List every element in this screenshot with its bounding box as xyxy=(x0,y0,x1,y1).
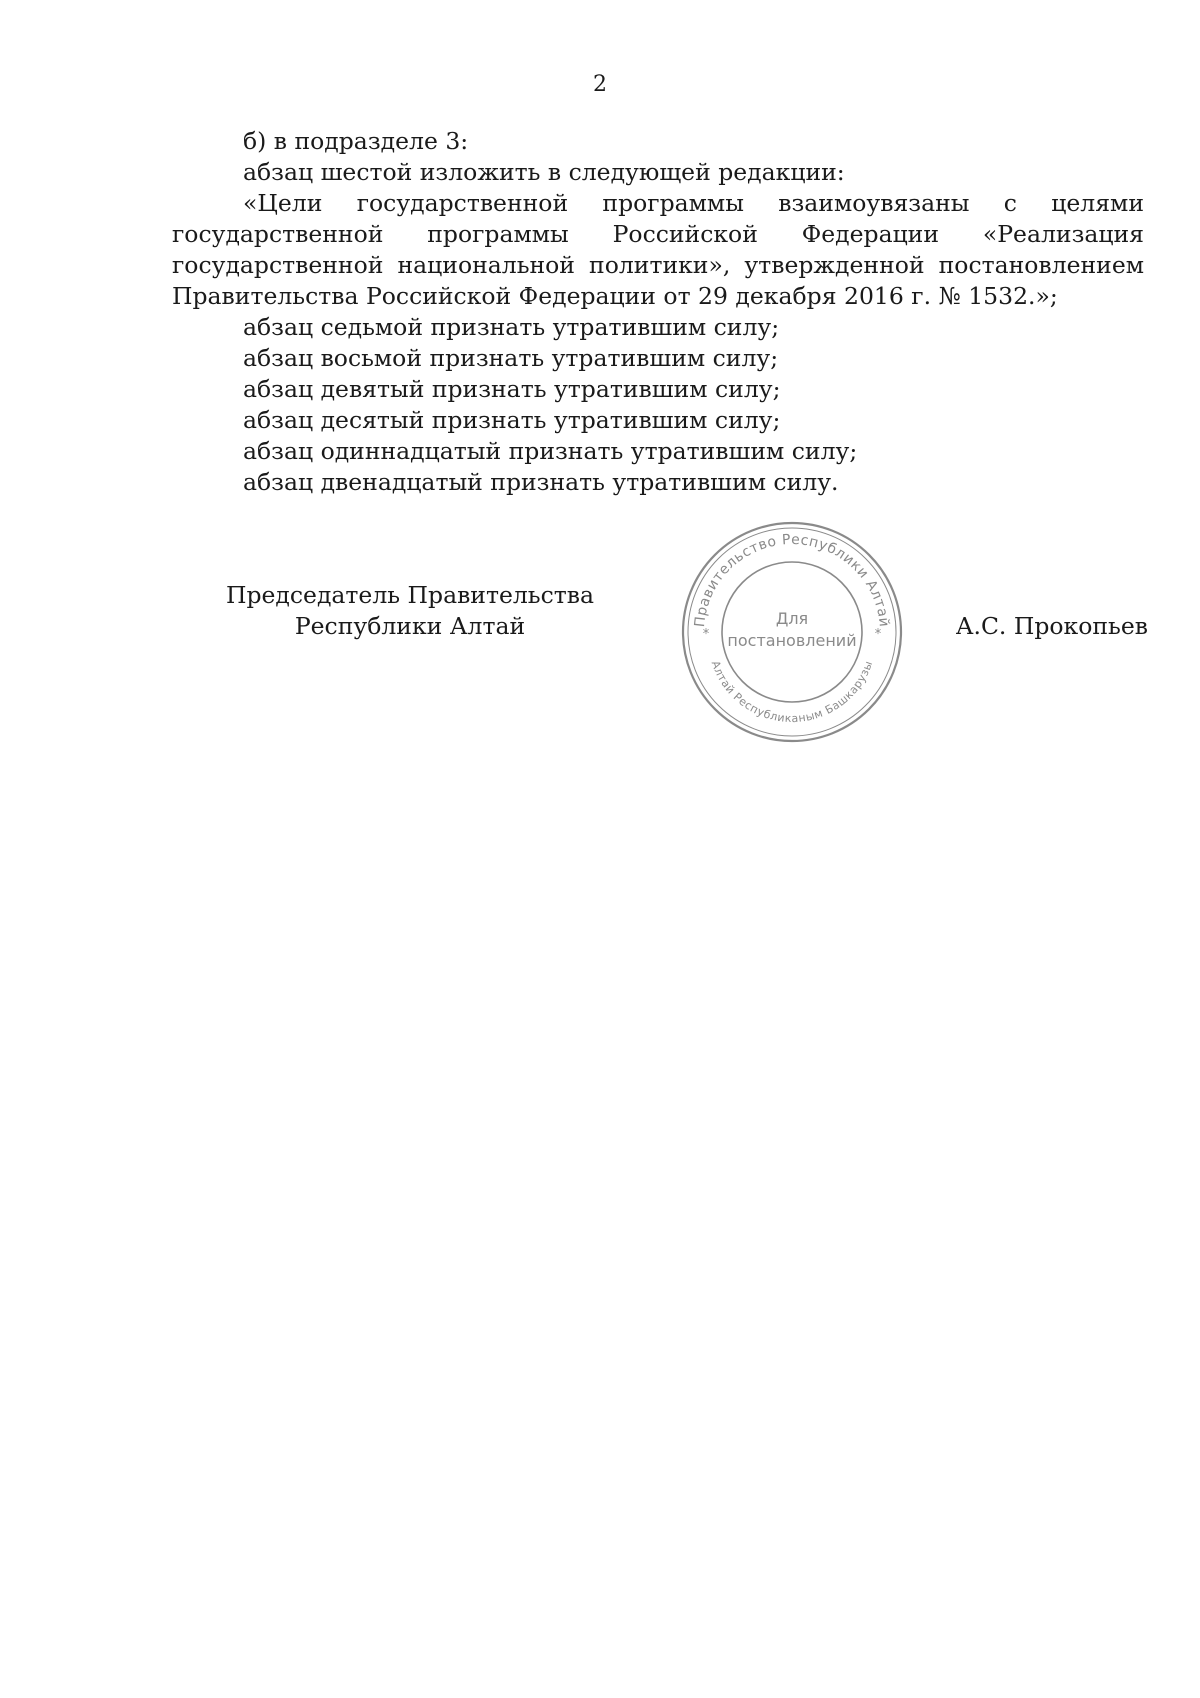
document-body xyxy=(172,126,1144,498)
paragraph: абзац восьмой признать утратившим силу; xyxy=(243,344,779,372)
paragraph: абзац седьмой признать утратившим силу; xyxy=(243,313,780,341)
seal-outer-text-path: Правительство Республики Алтай xyxy=(692,531,892,628)
paragraph: абзац девятый признать утратившим силу; xyxy=(243,375,781,403)
signatory-position-line: Республики Алтай xyxy=(294,612,526,640)
paragraph: абзац двенадцатый признать утратившим силу. xyxy=(243,468,839,496)
seal-inner-line: Для xyxy=(775,609,809,628)
seal-outer-text-lower xyxy=(709,659,876,725)
seal-inner-line: постановлений xyxy=(727,631,857,650)
official-seal xyxy=(678,518,906,746)
seal-star: * xyxy=(702,627,710,642)
seal-outer-text-lower-path: Алтай Республиканым Башкарузы xyxy=(708,658,876,726)
paragraph: «Цели государственной программы взаимоувязаны с целями государственной программы Российской Федерации «Реализация государственной национальной политики», утвержденной постановлением Правительства Российской Федерации от 29 декабря 2016 г. № 1532.»; xyxy=(172,189,1144,310)
signatory-position xyxy=(220,580,600,642)
paragraph: абзац шестой изложить в следующей редакции: xyxy=(243,158,845,186)
signatory-name: А.С. Прокопьев xyxy=(955,612,1148,640)
page-number: 2 xyxy=(593,72,607,97)
signatory-position-line: Председатель Правительства xyxy=(225,581,595,609)
paragraph: б) в подразделе 3: xyxy=(243,127,469,155)
paragraph: абзац одиннадцатый признать утратившим силу; xyxy=(243,437,858,465)
paragraph: абзац десятый признать утратившим силу; xyxy=(243,406,781,434)
seal-star: * xyxy=(874,627,882,642)
